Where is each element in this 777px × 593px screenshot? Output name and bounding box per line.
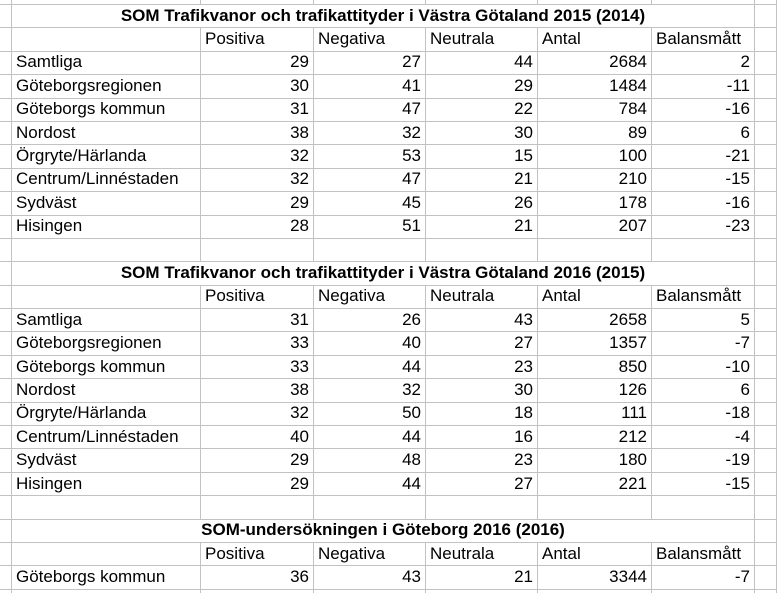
- cell-value[interactable]: 36: [201, 566, 314, 589]
- empty-cell[interactable]: [652, 496, 755, 519]
- row-label[interactable]: Nordost: [12, 379, 201, 402]
- cell-value[interactable]: 30: [201, 75, 314, 98]
- empty-cell[interactable]: [0, 332, 12, 355]
- cell-value[interactable]: 29: [426, 75, 538, 98]
- empty-cell[interactable]: [755, 356, 777, 379]
- empty-cell[interactable]: [0, 379, 12, 402]
- cell-value[interactable]: 850: [538, 356, 652, 379]
- cell-value[interactable]: -16: [652, 99, 755, 122]
- cell-value[interactable]: 221: [538, 473, 652, 496]
- empty-cell[interactable]: [0, 52, 12, 75]
- empty-cell[interactable]: [755, 543, 777, 566]
- empty-cell[interactable]: [12, 286, 201, 309]
- empty-cell[interactable]: [538, 239, 652, 262]
- column-header-balansm-tt[interactable]: Balansmått: [652, 286, 755, 309]
- column-header-positiva[interactable]: Positiva: [201, 28, 314, 51]
- empty-cell[interactable]: [12, 543, 201, 566]
- empty-cell[interactable]: [0, 192, 12, 215]
- cell-value[interactable]: 32: [201, 403, 314, 426]
- cell-value[interactable]: -16: [652, 192, 755, 215]
- row-label[interactable]: Sydväst: [12, 192, 201, 215]
- cell-value[interactable]: 45: [314, 192, 426, 215]
- cell-value[interactable]: 23: [426, 449, 538, 472]
- cell-value[interactable]: 18: [426, 403, 538, 426]
- cell-value[interactable]: 33: [201, 332, 314, 355]
- cell-value[interactable]: -21: [652, 145, 755, 168]
- empty-cell[interactable]: [426, 239, 538, 262]
- empty-cell[interactable]: [755, 192, 777, 215]
- empty-cell[interactable]: [755, 239, 777, 262]
- empty-cell[interactable]: [755, 496, 777, 519]
- cell-value[interactable]: 2658: [538, 309, 652, 332]
- row-label[interactable]: Sydväst: [12, 449, 201, 472]
- cell-value[interactable]: 43: [426, 309, 538, 332]
- cell-value[interactable]: 2: [652, 52, 755, 75]
- empty-cell[interactable]: [755, 28, 777, 51]
- cell-value[interactable]: 31: [201, 99, 314, 122]
- cell-value[interactable]: 32: [314, 122, 426, 145]
- cell-value[interactable]: 22: [426, 99, 538, 122]
- empty-cell[interactable]: [12, 28, 201, 51]
- row-label[interactable]: Örgryte/Härlanda: [12, 403, 201, 426]
- empty-cell[interactable]: [201, 239, 314, 262]
- cell-value[interactable]: 29: [201, 52, 314, 75]
- empty-cell[interactable]: [0, 543, 12, 566]
- row-label[interactable]: Nordost: [12, 122, 201, 145]
- cell-value[interactable]: 32: [314, 379, 426, 402]
- cell-value[interactable]: 44: [426, 52, 538, 75]
- empty-cell[interactable]: [0, 216, 12, 239]
- empty-cell[interactable]: [652, 239, 755, 262]
- empty-cell[interactable]: [426, 496, 538, 519]
- empty-cell[interactable]: [201, 496, 314, 519]
- empty-cell[interactable]: [0, 122, 12, 145]
- row-label[interactable]: Samtliga: [12, 309, 201, 332]
- cell-value[interactable]: 27: [426, 332, 538, 355]
- cell-value[interactable]: 15: [426, 145, 538, 168]
- column-header-balansm-tt[interactable]: Balansmått: [652, 543, 755, 566]
- empty-cell[interactable]: [0, 309, 12, 332]
- empty-cell[interactable]: [0, 426, 12, 449]
- empty-cell[interactable]: [538, 496, 652, 519]
- cell-value[interactable]: -19: [652, 449, 755, 472]
- cell-value[interactable]: 29: [201, 449, 314, 472]
- column-header-antal[interactable]: Antal: [538, 543, 652, 566]
- row-label[interactable]: Göteborgsregionen: [12, 332, 201, 355]
- cell-value[interactable]: 26: [426, 192, 538, 215]
- cell-value[interactable]: 16: [426, 426, 538, 449]
- empty-cell[interactable]: [0, 145, 12, 168]
- empty-cell[interactable]: [0, 28, 12, 51]
- cell-value[interactable]: 207: [538, 216, 652, 239]
- empty-cell[interactable]: [0, 496, 12, 519]
- cell-value[interactable]: 1357: [538, 332, 652, 355]
- row-label[interactable]: Centrum/Linnéstaden: [12, 169, 201, 192]
- cell-value[interactable]: 51: [314, 216, 426, 239]
- empty-cell[interactable]: [755, 216, 777, 239]
- empty-cell[interactable]: [755, 379, 777, 402]
- table-title[interactable]: SOM-undersökningen i Göteborg 2016 (2016): [12, 520, 755, 543]
- column-header-antal[interactable]: Antal: [538, 28, 652, 51]
- cell-value[interactable]: 40: [201, 426, 314, 449]
- cell-value[interactable]: 21: [426, 566, 538, 589]
- cell-value[interactable]: -7: [652, 332, 755, 355]
- empty-cell[interactable]: [755, 520, 777, 543]
- cell-value[interactable]: 50: [314, 403, 426, 426]
- cell-value[interactable]: 44: [314, 473, 426, 496]
- empty-cell[interactable]: [0, 262, 12, 285]
- cell-value[interactable]: 32: [201, 169, 314, 192]
- row-label[interactable]: Göteborgs kommun: [12, 99, 201, 122]
- cell-value[interactable]: 1484: [538, 75, 652, 98]
- row-label[interactable]: Samtliga: [12, 52, 201, 75]
- cell-value[interactable]: 29: [201, 192, 314, 215]
- row-label[interactable]: Göteborgs kommun: [12, 566, 201, 589]
- empty-cell[interactable]: [755, 169, 777, 192]
- cell-value[interactable]: -11: [652, 75, 755, 98]
- empty-cell[interactable]: [0, 286, 12, 309]
- empty-cell[interactable]: [0, 520, 12, 543]
- row-label[interactable]: Hisingen: [12, 216, 201, 239]
- cell-value[interactable]: 44: [314, 356, 426, 379]
- empty-cell[interactable]: [0, 449, 12, 472]
- cell-value[interactable]: 48: [314, 449, 426, 472]
- cell-value[interactable]: 21: [426, 169, 538, 192]
- cell-value[interactable]: 784: [538, 99, 652, 122]
- empty-cell[interactable]: [0, 566, 12, 589]
- cell-value[interactable]: 30: [426, 379, 538, 402]
- cell-value[interactable]: 38: [201, 122, 314, 145]
- column-header-positiva[interactable]: Positiva: [201, 286, 314, 309]
- empty-cell[interactable]: [755, 262, 777, 285]
- empty-cell[interactable]: [0, 239, 12, 262]
- cell-value[interactable]: -15: [652, 169, 755, 192]
- cell-value[interactable]: 2684: [538, 52, 652, 75]
- empty-cell[interactable]: [0, 75, 12, 98]
- column-header-neutrala[interactable]: Neutrala: [426, 543, 538, 566]
- cell-value[interactable]: 53: [314, 145, 426, 168]
- cell-value[interactable]: 32: [201, 145, 314, 168]
- cell-value[interactable]: -23: [652, 216, 755, 239]
- cell-value[interactable]: 29: [201, 473, 314, 496]
- table-title[interactable]: SOM Trafikvanor och trafikattityder i Västra Götaland 2016 (2015): [12, 262, 755, 285]
- column-header-neutrala[interactable]: Neutrala: [426, 28, 538, 51]
- empty-cell[interactable]: [755, 145, 777, 168]
- empty-cell[interactable]: [0, 5, 12, 28]
- empty-cell[interactable]: [0, 99, 12, 122]
- cell-value[interactable]: 27: [314, 52, 426, 75]
- cell-value[interactable]: 47: [314, 99, 426, 122]
- cell-value[interactable]: 100: [538, 145, 652, 168]
- empty-cell[interactable]: [755, 426, 777, 449]
- cell-value[interactable]: 21: [426, 216, 538, 239]
- cell-value[interactable]: 89: [538, 122, 652, 145]
- cell-value[interactable]: 44: [314, 426, 426, 449]
- empty-cell[interactable]: [0, 169, 12, 192]
- cell-value[interactable]: 27: [426, 473, 538, 496]
- cell-value[interactable]: -15: [652, 473, 755, 496]
- cell-value[interactable]: 33: [201, 356, 314, 379]
- empty-cell[interactable]: [755, 99, 777, 122]
- empty-cell[interactable]: [0, 403, 12, 426]
- empty-cell[interactable]: [755, 332, 777, 355]
- cell-value[interactable]: 38: [201, 379, 314, 402]
- column-header-positiva[interactable]: Positiva: [201, 543, 314, 566]
- empty-cell[interactable]: [12, 239, 201, 262]
- column-header-negativa[interactable]: Negativa: [314, 286, 426, 309]
- empty-cell[interactable]: [755, 403, 777, 426]
- cell-value[interactable]: 126: [538, 379, 652, 402]
- cell-value[interactable]: 180: [538, 449, 652, 472]
- empty-cell[interactable]: [755, 122, 777, 145]
- column-header-balansm-tt[interactable]: Balansmått: [652, 28, 755, 51]
- row-label[interactable]: Göteborgsregionen: [12, 75, 201, 98]
- table-title[interactable]: SOM Trafikvanor och trafikattityder i Västra Götaland 2015 (2014): [12, 5, 755, 28]
- cell-value[interactable]: 6: [652, 379, 755, 402]
- empty-cell[interactable]: [755, 52, 777, 75]
- cell-value[interactable]: 47: [314, 169, 426, 192]
- empty-cell[interactable]: [755, 449, 777, 472]
- column-header-negativa[interactable]: Negativa: [314, 543, 426, 566]
- cell-value[interactable]: -10: [652, 356, 755, 379]
- cell-value[interactable]: 40: [314, 332, 426, 355]
- empty-cell[interactable]: [755, 5, 777, 28]
- empty-cell[interactable]: [314, 239, 426, 262]
- cell-value[interactable]: 3344: [538, 566, 652, 589]
- cell-value[interactable]: 178: [538, 192, 652, 215]
- cell-value[interactable]: 212: [538, 426, 652, 449]
- cell-value[interactable]: -7: [652, 566, 755, 589]
- cell-value[interactable]: 5: [652, 309, 755, 332]
- empty-cell[interactable]: [755, 473, 777, 496]
- cell-value[interactable]: -18: [652, 403, 755, 426]
- empty-cell[interactable]: [314, 496, 426, 519]
- row-label[interactable]: Centrum/Linnéstaden: [12, 426, 201, 449]
- row-label[interactable]: Hisingen: [12, 473, 201, 496]
- column-header-antal[interactable]: Antal: [538, 286, 652, 309]
- row-label[interactable]: Örgryte/Härlanda: [12, 145, 201, 168]
- row-label[interactable]: Göteborgs kommun: [12, 356, 201, 379]
- cell-value[interactable]: 6: [652, 122, 755, 145]
- cell-value[interactable]: 23: [426, 356, 538, 379]
- cell-value[interactable]: 41: [314, 75, 426, 98]
- cell-value[interactable]: 30: [426, 122, 538, 145]
- empty-cell[interactable]: [0, 356, 12, 379]
- column-header-neutrala[interactable]: Neutrala: [426, 286, 538, 309]
- cell-value[interactable]: 43: [314, 566, 426, 589]
- empty-cell[interactable]: [0, 473, 12, 496]
- empty-cell[interactable]: [755, 566, 777, 589]
- empty-cell[interactable]: [755, 75, 777, 98]
- column-header-negativa[interactable]: Negativa: [314, 28, 426, 51]
- cell-value[interactable]: 28: [201, 216, 314, 239]
- cell-value[interactable]: -4: [652, 426, 755, 449]
- empty-cell[interactable]: [12, 496, 201, 519]
- cell-value[interactable]: 26: [314, 309, 426, 332]
- cell-value[interactable]: 111: [538, 403, 652, 426]
- cell-value[interactable]: 31: [201, 309, 314, 332]
- cell-value[interactable]: 210: [538, 169, 652, 192]
- empty-cell[interactable]: [755, 286, 777, 309]
- empty-cell[interactable]: [755, 309, 777, 332]
